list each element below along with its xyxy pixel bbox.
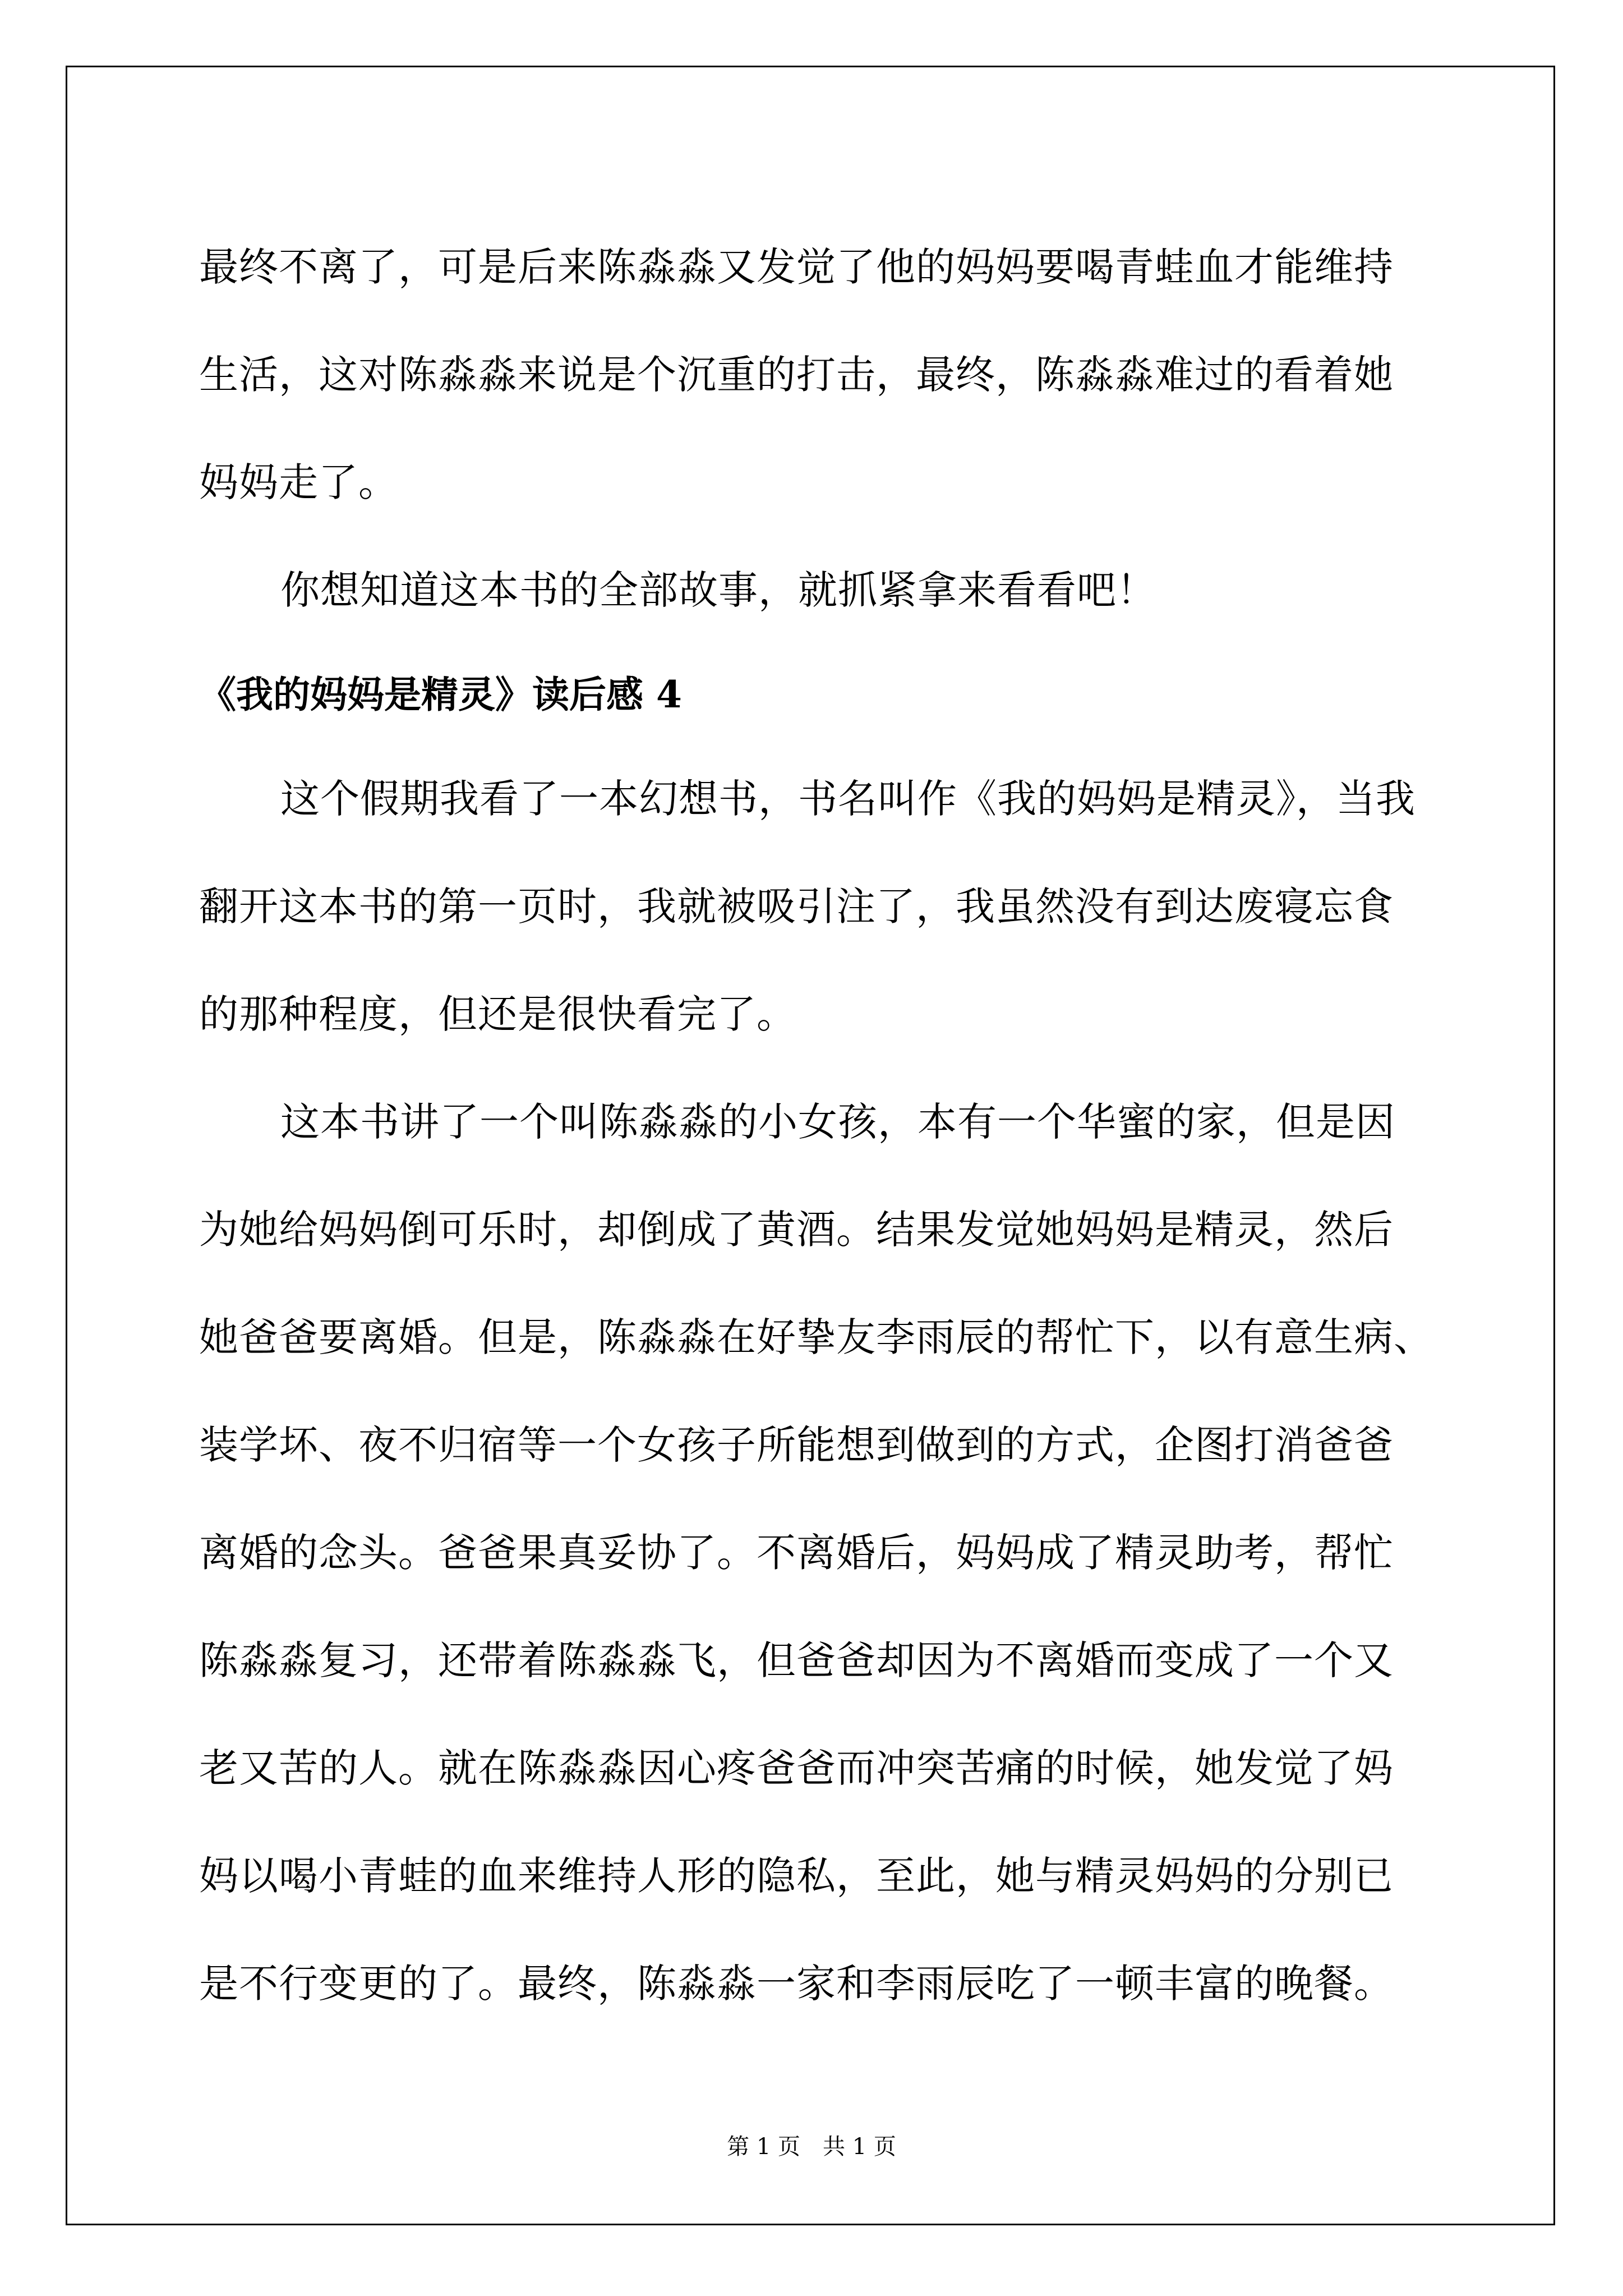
text-line: 生活，这对陈淼淼来说是个沉重的打击，最终，陈淼淼难过的看着她	[199, 352, 1394, 398]
text-line: 你想知道这本书的全部故事，就抓紧拿来看看吧！	[280, 567, 1156, 613]
text-line: 为她给妈妈倒可乐时，却倒成了黄酒。结果发觉她妈妈是精灵，然后	[199, 1207, 1394, 1253]
text-line: 的那种程度，但还是很快看完了。	[199, 991, 796, 1037]
text-line: 最终不离了，可是后来陈淼淼又发觉了他的妈妈要喝青蛙血才能维持	[199, 244, 1394, 290]
text-line: 老又苦的人。就在陈淼淼因心疼爸爸而冲突苦痛的时候，她发觉了妈	[199, 1745, 1394, 1791]
document-body	[199, 213, 1433, 2037]
text-line: 离婚的念头。爸爸果真妥协了。不离婚后，妈妈成了精灵助考，帮忙	[199, 1530, 1394, 1576]
text-line: 装学坏、夜不归宿等一个女孩子所能想到做到的方式，企图打消爸爸	[199, 1422, 1394, 1468]
text-line: 这个假期我看了一本幻想书，书名叫作《我的妈妈是精灵》，当我	[280, 776, 1415, 822]
paragraph	[199, 536, 1433, 644]
text-line: 是不行变更的了。最终，陈淼淼一家和李雨辰吃了一顿丰富的晚餐。	[199, 1961, 1394, 2007]
text-line: 翻开这本书的第一页时，我就被吸引注了，我虽然没有到达废寝忘食	[199, 884, 1394, 930]
paragraph	[199, 1068, 1433, 2037]
section-heading: 《我的妈妈是精灵》读后感 4	[199, 673, 682, 716]
text-line: 陈淼淼复习，还带着陈淼淼飞，但爸爸却因为不离婚而变成了一个又	[199, 1637, 1394, 1683]
paragraph	[199, 213, 1433, 536]
text-line: 她爸爸要离婚。但是，陈淼淼在好挚友李雨辰的帮忙下，以有意生病、	[199, 1314, 1433, 1360]
page-number: 第 1 页 共 1 页	[727, 2134, 896, 2160]
text-line: 这本书讲了一个叫陈淼淼的小女孩，本有一个华蜜的家，但是因	[280, 1099, 1395, 1145]
paragraph	[199, 745, 1433, 1068]
text-line: 妈妈走了。	[199, 459, 398, 505]
text-line: 妈以喝小青蛙的血来维持人形的隐私，至此，她与精灵妈妈的分别已	[199, 1853, 1394, 1899]
